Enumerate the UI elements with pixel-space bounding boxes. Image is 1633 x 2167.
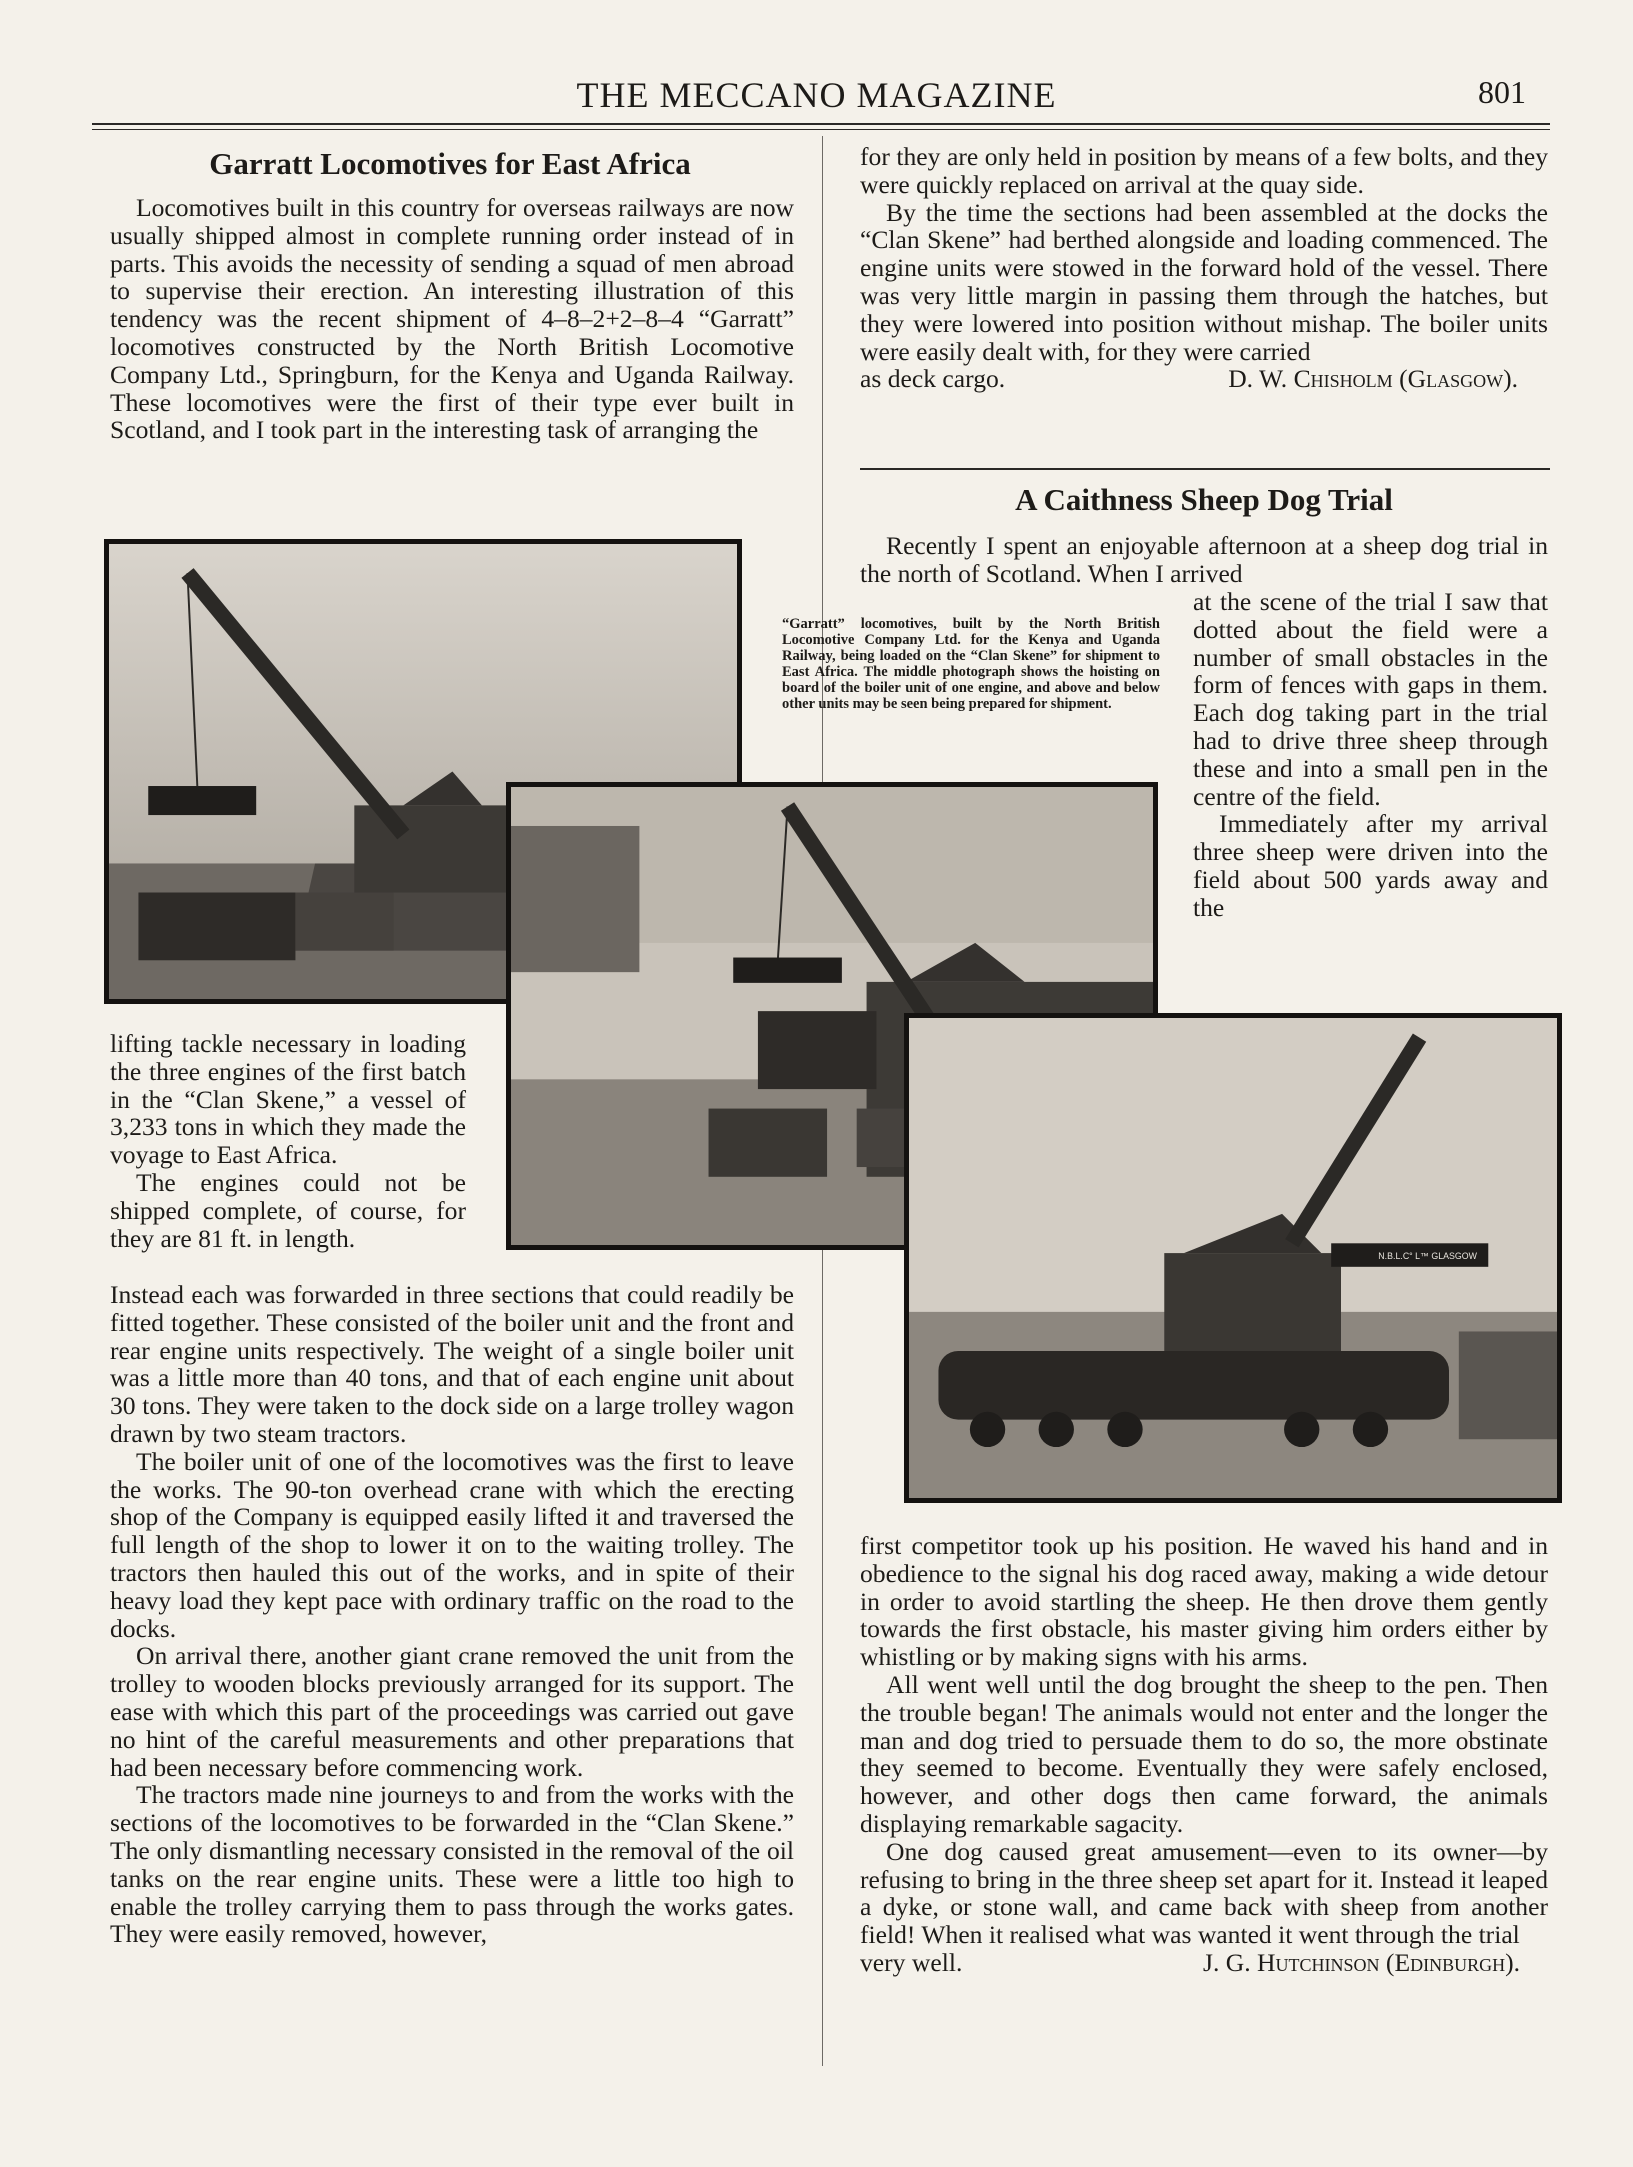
- article-body-narrow: [110, 1030, 466, 1252]
- paragraph: All went well until the dog brought the sheep to the pen. Then the trouble began! The animals would not enter and the longer the man and dog tried to persuade them to do so, the more obstinate they seemed to become. Eventually they were safely enclosed, however, and other dogs then came forward, the animals displaying remarkable sagacity.: [860, 1669, 1548, 1838]
- article-body-right: [860, 143, 1548, 393]
- paragraph: Instead each was forwarded in three sections that could readily be fitted together. These consisted of the boiler unit and the front and rear engine units respectively. The weight of a single boiler unit was a little more than 40 tons, and that of each engine unit about 30 tons. They were taken to the dock side on a large trolley wagon drawn by two steam tractors.: [110, 1280, 794, 1448]
- author-signature: J. G. Hutchinson (Edinburgh).: [1203, 1947, 1520, 1977]
- photo-crane-bottom: [904, 1013, 1562, 1503]
- photo-caption: [782, 616, 1160, 712]
- paragraph: Locomotives built in this country for overseas railways are now usually shipped almost in complete running order instead of in parts. This avoids the necessity of sending a squad of men abroad to supervise their erection. An interesting illustration of this tendency was the recent shipment of 4–8–2+2–8–4 “Garratt” locomotives constructed by the North British Locomotive Company Ltd., Springburn, for the Kenya and Uganda Railway. These locomotives were the first of their type ever built in Scotland, and I took part in the interesting task of arranging the: [110, 193, 794, 445]
- paragraph: first competitor took up his position. He waved his hand and in obedience to the signal his dog raced away, making a wide detour in order to avoid startling the sheep. He then drove them gently towards the first obstacle, his master giving him orders either by whistling or by making signs with his arms.: [860, 1531, 1548, 1672]
- paragraph: at the scene of the trial I saw that dotted about the field were a number of small obstacles in the form of fences with gaps in them. Each dog taking part in the trial had to drive three sheep through these and into a small pen in the centre of the field.: [1193, 587, 1548, 811]
- article-title-2: A Caithness Sheep Dog Trial: [1015, 482, 1393, 517]
- magazine-title: THE MECCANO MAGAZINE: [576, 75, 1057, 115]
- paragraph-end: as deck cargo.: [860, 364, 1006, 394]
- paragraph: One dog caused great amusement—even to its owner—by refusing to bring in the three sheep set apart for it. Instead it leaped a dyke, or stone wall, and came back with sheep from another field! When it realised what was wanted it went through the trial: [860, 1836, 1548, 1950]
- paragraph: for they are only held in position by means of a few bolts, and they were quickly replaced on arrival at the quay side.: [860, 142, 1548, 199]
- paragraph: Recently I spent an enjoyable afternoon at a sheep dog trial in the north of Scotland. When I arrived: [860, 531, 1548, 588]
- article-body-lower: [110, 1281, 794, 1948]
- signature-line: [860, 365, 1548, 393]
- signature-line: [860, 1949, 1548, 1977]
- article2-narrow: [1193, 588, 1548, 922]
- caption-text: “Garratt” locomotives, built by the North British Locomotive Company Ltd. for the Kenya and Uganda Railway, being loaded on the “Clan Skene” for shipment to East Africa.: [782, 616, 1160, 680]
- author-signature: D. W. Chisholm (Glasgow).: [1228, 364, 1518, 394]
- article2-lower: [860, 1532, 1548, 1977]
- header-rule-thin: [92, 129, 1550, 130]
- paragraph-end: very well.: [860, 1947, 963, 1977]
- paragraph: On arrival there, another giant crane removed the unit from the trolley to wooden blocks previously arranged for its support. The ease with which this part of the proceedings was carried out gave no hint of the careful measurements and other preparations that had been necessary before commencing work.: [110, 1641, 794, 1782]
- paragraph: Immediately after my arrival three sheep were driven into the field about 500 yards away and the: [1193, 809, 1548, 922]
- paragraph: The tractors made nine journeys to and from the works with the sections of the locomotives to be forwarded in the “Clan Skene.” The only dismantling necessary consisted in the removal of the oil tanks on the rear engine units. These were a little too high to enable the trolley carrying them to pass through the works gates. They were easily removed, however,: [110, 1780, 794, 1949]
- paragraph: By the time the sections had been assembled at the docks the “Clan Skene” had berthed alongside and loading commenced. The engine units were stowed in the forward hold of the vessel. There was very little margin in passing them through the hatches, but they were lowered into position without mishap. The boiler units were easily dealt with, for they were carried: [860, 197, 1548, 366]
- article-body-intro: [110, 194, 794, 444]
- page-number: 801: [1478, 74, 1526, 110]
- photo-image: [909, 1018, 1557, 1498]
- section-divider: [860, 468, 1550, 470]
- photo-label: N.B.L.C° L™ GLASGOW: [1378, 1250, 1477, 1261]
- article2-intro: [860, 532, 1548, 588]
- caption-text: The middle photograph shows the hoisting on board of the boiler unit of one engine, and above and below other units may be seen being prepared for shipment.: [782, 664, 1160, 712]
- header-rule: [92, 123, 1550, 125]
- paragraph: lifting tackle necessary in loading the three engines of the first batch in the “Clan Skene,” a vessel of 3,233 tons in which they made the voyage to East Africa.: [110, 1029, 466, 1170]
- article-title: Garratt Locomotives for East Africa: [209, 146, 691, 181]
- paragraph: The engines could not be shipped complete, of course, for they are 81 ft. in length.: [110, 1167, 466, 1253]
- paragraph: The boiler unit of one of the locomotives was the first to leave the works. The 90-ton overhead crane with which the erecting shop of the Company is equipped easily lifted it and traversed the full length of the shop to lower it on to the waiting trolley. The tractors then hauled this out of the works, and in spite of their heavy load they kept pace with ordinary traffic on the road to the docks.: [110, 1446, 794, 1643]
